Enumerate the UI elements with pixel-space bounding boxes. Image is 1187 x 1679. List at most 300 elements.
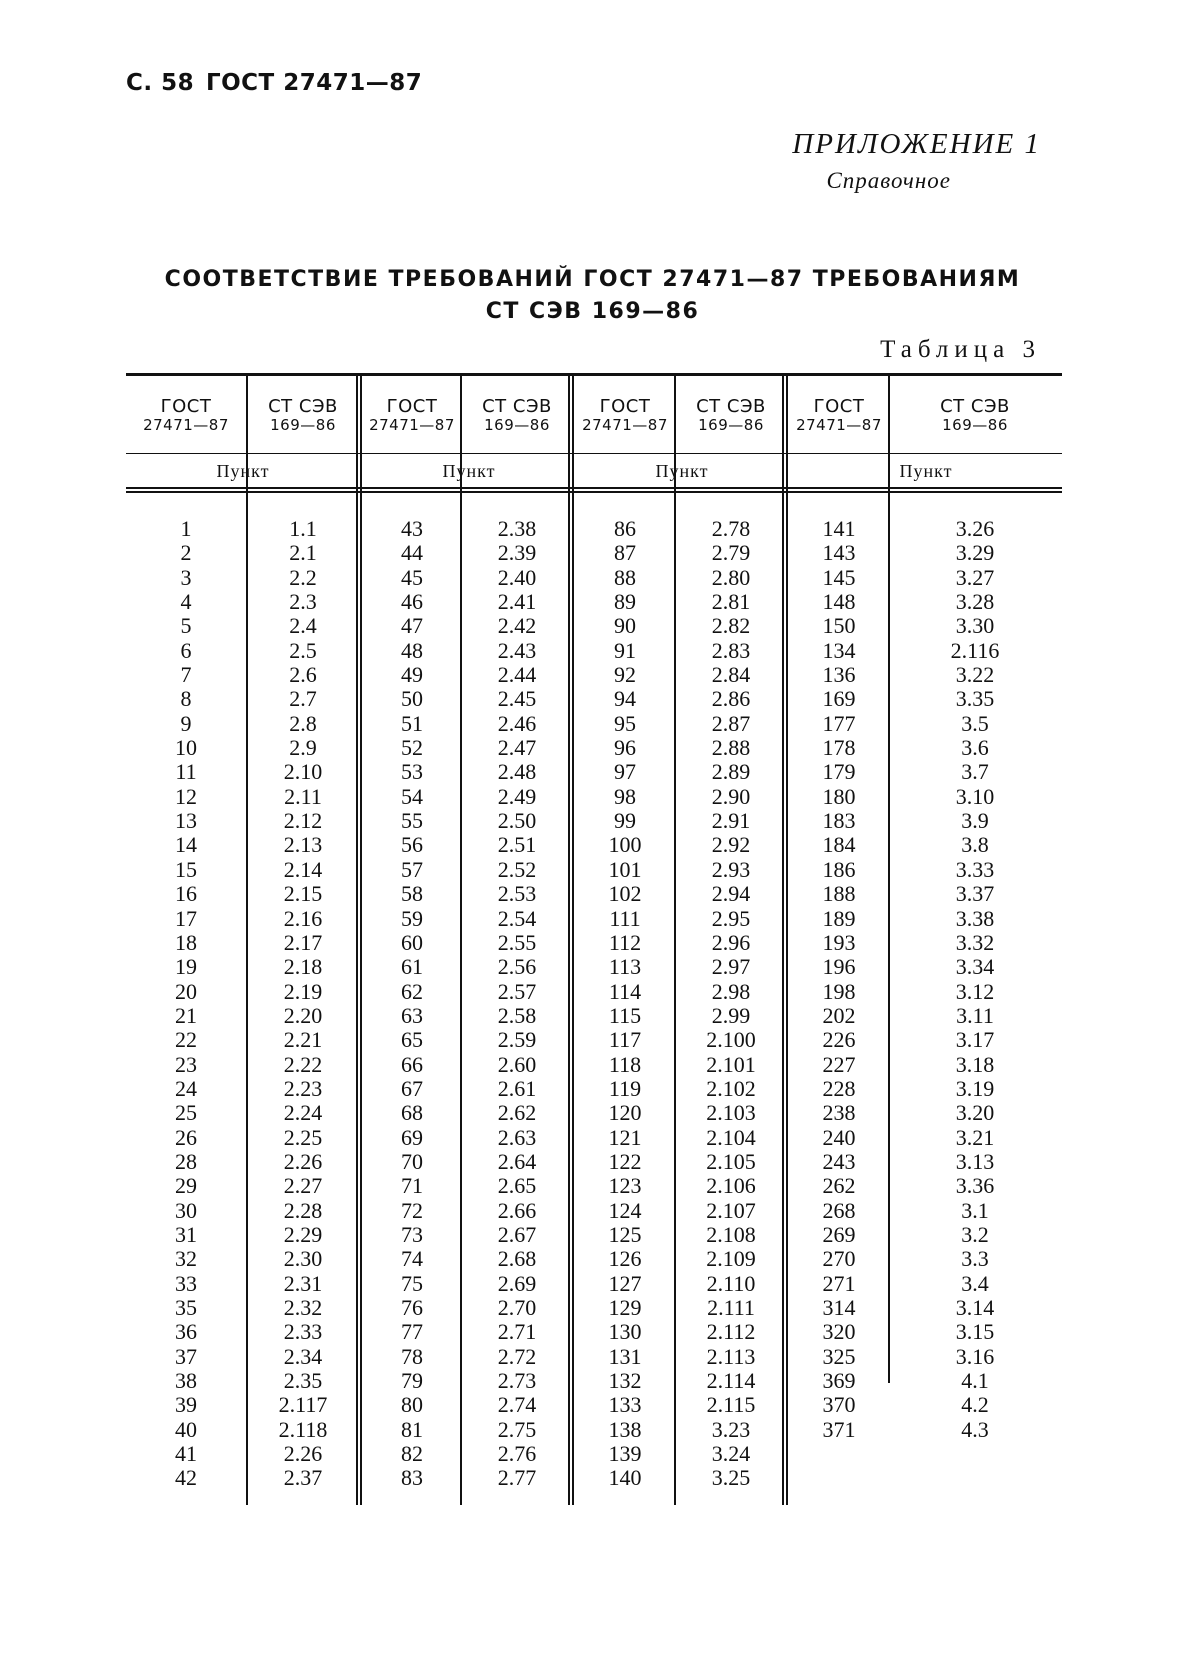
- sev-item: 2.99: [711, 1002, 751, 1028]
- correspondence-table: [126, 373, 1062, 1505]
- sev-item: 2.19: [283, 978, 323, 1004]
- table-top-rule: [126, 373, 1062, 376]
- sev-column-1: [246, 517, 360, 1491]
- gost-item: 262: [822, 1173, 856, 1199]
- sev-item: 2.67: [497, 1221, 537, 1247]
- gost-item: 119: [608, 1075, 642, 1101]
- gost-item: 67: [401, 1075, 423, 1101]
- gost-item: 118: [608, 1051, 642, 1077]
- sev-item: 2.24: [283, 1100, 323, 1126]
- sev-item: 3.20: [955, 1100, 995, 1126]
- sev-item: 3.21: [955, 1124, 995, 1150]
- gost-item: 114: [608, 978, 642, 1004]
- gost-item: 53: [401, 759, 423, 785]
- gost-item: 61: [401, 954, 423, 980]
- gost-item: 82: [401, 1441, 423, 1467]
- gost-item: 124: [608, 1197, 642, 1223]
- sev-item: 3.17: [955, 1027, 995, 1053]
- gost-item: 115: [608, 1002, 642, 1028]
- sev-item: 2.115: [706, 1392, 756, 1418]
- sev-item: 2.64: [497, 1148, 537, 1174]
- sev-item: 3.22: [955, 662, 995, 688]
- sev-item: 2.86: [711, 686, 751, 712]
- gost-item: 121: [608, 1124, 642, 1150]
- sev-item: 3.12: [955, 978, 995, 1004]
- gost-item: 30: [175, 1197, 197, 1223]
- sev-item: 2.82: [711, 613, 751, 639]
- sev-item: 2.1: [289, 540, 317, 566]
- gost-item: 78: [401, 1343, 423, 1369]
- sev-item: 3.6: [961, 735, 989, 761]
- gost-item: 179: [822, 759, 856, 785]
- sev-column-3: [674, 517, 788, 1491]
- sev-item: 2.47: [497, 735, 537, 761]
- sev-item: 3.1: [961, 1197, 989, 1223]
- sev-item: 2.37: [283, 1465, 323, 1491]
- sev-item: 2.118: [278, 1416, 328, 1442]
- sev-item: 2.72: [497, 1343, 537, 1369]
- gost-item: 95: [614, 710, 636, 736]
- gost-item: 88: [614, 564, 636, 590]
- gost-item: 90: [614, 613, 636, 639]
- sev-item: 2.113: [706, 1343, 756, 1369]
- sev-item: 2.17: [283, 929, 323, 955]
- gost-item: 177: [822, 710, 856, 736]
- sev-item: 2.32: [283, 1295, 323, 1320]
- page-number: С. 58: [126, 70, 195, 96]
- sev-item: 2.66: [497, 1197, 537, 1223]
- sev-item: 2.94: [711, 881, 751, 907]
- gost-item: 89: [614, 589, 636, 615]
- sev-item: 2.106: [706, 1173, 756, 1199]
- gost-item: 79: [401, 1368, 423, 1394]
- gost-item: 81: [401, 1416, 423, 1442]
- gost-item: 42: [175, 1465, 197, 1491]
- header-gost-number: 27471—87: [796, 416, 882, 434]
- sev-item: 2.26: [283, 1148, 323, 1174]
- gost-item: 35: [175, 1295, 197, 1320]
- sev-item: 2.12: [283, 808, 323, 834]
- header-sev-name: СТ СЭВ: [482, 396, 552, 417]
- sev-item: 2.61: [497, 1075, 537, 1101]
- gost-item: 49: [401, 662, 423, 688]
- sev-item: 2.31: [283, 1270, 323, 1296]
- header-sev-name: СТ СЭВ: [940, 396, 1010, 417]
- header-sev-name: СТ СЭВ: [268, 396, 338, 417]
- sev-item: 3.13: [955, 1148, 995, 1174]
- gost-item: 21: [175, 1002, 197, 1028]
- sev-column-2: [460, 517, 574, 1491]
- gost-item: 74: [401, 1246, 423, 1272]
- sev-item: 4.1: [961, 1368, 989, 1394]
- header-sev-2: [460, 397, 574, 435]
- gost-item: 52: [401, 735, 423, 761]
- header-gost-2: [364, 397, 460, 435]
- gost-item: 17: [175, 905, 197, 931]
- gost-item: 138: [608, 1416, 642, 1442]
- sev-item: 2.38: [497, 516, 537, 541]
- gost-item: 28: [175, 1148, 197, 1174]
- gost-item: 139: [608, 1441, 642, 1467]
- gost-item: 66: [401, 1051, 423, 1077]
- sev-item: 2.111: [707, 1295, 755, 1320]
- sev-item: 2.68: [497, 1246, 537, 1272]
- header-sev-1: [246, 397, 360, 435]
- gost-item: 19: [175, 954, 197, 980]
- gost-item: 130: [608, 1319, 642, 1345]
- gost-item: 62: [401, 978, 423, 1004]
- sev-item: 2.21: [283, 1027, 323, 1053]
- gost-item: 148: [822, 589, 856, 615]
- gost-item: 60: [401, 929, 423, 955]
- sev-item: 2.77: [497, 1465, 537, 1491]
- sev-item: 3.34: [955, 954, 995, 980]
- header-gost-number: 27471—87: [143, 416, 229, 434]
- appendix-title: ПРИЛОЖЕНИЕ 1: [792, 128, 1041, 160]
- sev-item: 4.3: [961, 1416, 989, 1442]
- sev-item: 2.58: [497, 1002, 537, 1028]
- sev-item: 2.108: [706, 1221, 756, 1247]
- gost-item: 18: [175, 929, 197, 955]
- gost-item: 188: [822, 881, 856, 907]
- sev-item: 2.95: [711, 905, 751, 931]
- gost-item: 43: [401, 516, 423, 541]
- gost-item: 228: [822, 1075, 856, 1101]
- gost-item: 32: [175, 1246, 197, 1272]
- sev-item: 2.26: [283, 1441, 323, 1467]
- document-title-line-2: СТ СЭВ 169—86: [485, 299, 700, 324]
- gost-item: 314: [822, 1295, 856, 1320]
- sev-item: 2.49: [497, 783, 537, 809]
- sev-item: 2.6: [289, 662, 317, 688]
- gost-item: 58: [401, 881, 423, 907]
- sev-item: 2.101: [706, 1051, 756, 1077]
- gost-item: 10: [175, 735, 197, 761]
- sev-item: 2.78: [711, 516, 751, 541]
- gost-item: 320: [822, 1319, 856, 1345]
- gost-item: 54: [401, 783, 423, 809]
- sev-item: 3.28: [955, 589, 995, 615]
- gost-item: 122: [608, 1148, 642, 1174]
- sev-item: 3.19: [955, 1075, 995, 1101]
- sev-item: 2.75: [497, 1416, 537, 1442]
- sev-item: 2.11: [284, 783, 322, 809]
- gost-item: 77: [401, 1319, 423, 1345]
- sev-item: 2.88: [711, 735, 751, 761]
- gost-item: 198: [822, 978, 856, 1004]
- gost-item: 6: [180, 637, 192, 663]
- gost-item: 97: [614, 759, 636, 785]
- sev-item: 2.14: [283, 856, 323, 882]
- gost-item: 196: [822, 954, 856, 980]
- sev-item: 2.70: [497, 1295, 537, 1320]
- sev-item: 2.43: [497, 637, 537, 663]
- sev-item: 3.18: [955, 1051, 995, 1077]
- sev-item: 2.7: [289, 686, 317, 712]
- sev-item: 3.36: [955, 1173, 995, 1199]
- gost-item: 369: [822, 1368, 856, 1394]
- table-header-bottom-rule-2: [126, 491, 1062, 493]
- header-gost-name: ГОСТ: [813, 396, 865, 417]
- sev-item: 2.34: [283, 1343, 323, 1369]
- document-title-line-1: СООТВЕТСТВИЕ ТРЕБОВАНИЙ ГОСТ 27471—87 ТРЕБОВАНИЯМ: [164, 267, 1021, 292]
- gost-item: 112: [608, 929, 642, 955]
- sev-item: 2.56: [497, 954, 537, 980]
- gost-item: 51: [401, 710, 423, 736]
- sev-item: 3.25: [711, 1465, 751, 1491]
- gost-item: 111: [609, 905, 641, 931]
- gost-item: 202: [822, 1002, 856, 1028]
- sev-item: 3.37: [955, 881, 995, 907]
- gost-item: 26: [175, 1124, 197, 1150]
- sev-item: 2.96: [711, 929, 751, 955]
- sev-item: 2.50: [497, 808, 537, 834]
- gost-item: 76: [401, 1295, 423, 1320]
- gost-item: 186: [822, 856, 856, 882]
- gost-item: 240: [822, 1124, 856, 1150]
- sev-item: 2.25: [283, 1124, 323, 1150]
- gost-item: 325: [822, 1343, 856, 1369]
- sev-item: 3.3: [961, 1246, 989, 1272]
- sev-item: 2.55: [497, 929, 537, 955]
- gost-item: 140: [608, 1465, 642, 1491]
- gost-item: 3: [180, 564, 192, 590]
- standard-code: ГОСТ 27471—87: [205, 70, 423, 96]
- sev-item: 3.29: [955, 540, 995, 566]
- gost-item: 23: [175, 1051, 197, 1077]
- sev-item: 3.9: [961, 808, 989, 834]
- sev-item: 2.109: [706, 1246, 756, 1272]
- sev-item: 2.33: [283, 1319, 323, 1345]
- gost-item: 102: [608, 881, 642, 907]
- sev-item: 3.11: [956, 1002, 994, 1028]
- gost-item: 59: [401, 905, 423, 931]
- gost-item: 12: [175, 783, 197, 809]
- sev-item: 2.5: [289, 637, 317, 663]
- gost-item: 50: [401, 686, 423, 712]
- sev-item: 2.73: [497, 1368, 537, 1394]
- gost-item: 183: [822, 808, 856, 834]
- sev-item: 2.60: [497, 1051, 537, 1077]
- sev-item: 2.102: [706, 1075, 756, 1101]
- header-sev-name: СТ СЭВ: [696, 396, 766, 417]
- sev-item: 4.2: [961, 1392, 989, 1418]
- sev-item: 2.80: [711, 564, 751, 590]
- sev-item: 2.97: [711, 954, 751, 980]
- gost-item: 33: [175, 1270, 197, 1296]
- gost-item: 56: [401, 832, 423, 858]
- table-header-rule: [126, 453, 1062, 454]
- gost-item: 131: [608, 1343, 642, 1369]
- gost-column-4: [790, 517, 888, 1442]
- sev-item: 2.3: [289, 589, 317, 615]
- sev-item: 2.84: [711, 662, 751, 688]
- gost-item: 4: [180, 589, 192, 615]
- sev-item: 2.71: [497, 1319, 537, 1345]
- sev-item: 2.63: [497, 1124, 537, 1150]
- header-gost-name: ГОСТ: [386, 396, 438, 417]
- header-gost-number: 27471—87: [369, 416, 455, 434]
- sev-item: 2.103: [706, 1100, 756, 1126]
- sev-item: 2.54: [497, 905, 537, 931]
- header-sev-number: 169—86: [942, 416, 1008, 434]
- gost-item: 270: [822, 1246, 856, 1272]
- subheader-punkt-4: Пункт: [899, 461, 953, 481]
- sev-item: 2.44: [497, 662, 537, 688]
- sev-item: 3.38: [955, 905, 995, 931]
- gost-item: 184: [822, 832, 856, 858]
- gost-item: 15: [175, 856, 197, 882]
- header-gost-name: ГОСТ: [599, 396, 651, 417]
- gost-item: 227: [822, 1051, 856, 1077]
- gost-item: 11: [175, 759, 197, 785]
- sev-item: 3.8: [961, 832, 989, 858]
- gost-item: 25: [175, 1100, 197, 1126]
- sev-item: 2.9: [289, 735, 317, 761]
- sev-item: 3.16: [955, 1343, 995, 1369]
- gost-item: 9: [180, 710, 192, 736]
- gost-item: 48: [401, 637, 423, 663]
- gost-item: 132: [608, 1368, 642, 1394]
- gost-item: 83: [401, 1465, 423, 1491]
- sev-item: 3.32: [955, 929, 995, 955]
- gost-item: 80: [401, 1392, 423, 1418]
- gost-column-2: [364, 517, 460, 1491]
- gost-item: 125: [608, 1221, 642, 1247]
- sev-item: 2.8: [289, 710, 317, 736]
- sev-item: 2.20: [283, 1002, 323, 1028]
- gost-item: 36: [175, 1319, 197, 1345]
- gost-item: 101: [608, 856, 642, 882]
- sev-item: 2.2: [289, 564, 317, 590]
- subheader-punkt-1: Пункт: [216, 461, 270, 481]
- header-sev-number: 169—86: [270, 416, 336, 434]
- gost-item: 371: [822, 1416, 856, 1442]
- sev-item: 2.76: [497, 1441, 537, 1467]
- header-gost-4: [790, 397, 888, 435]
- sev-item: 2.16: [283, 905, 323, 931]
- sev-item: 2.65: [497, 1173, 537, 1199]
- gost-item: 98: [614, 783, 636, 809]
- gost-item: 31: [175, 1221, 197, 1247]
- header-gost-3: [576, 397, 674, 435]
- sev-item: 3.33: [955, 856, 995, 882]
- table-header-bottom-rule: [126, 487, 1062, 489]
- sev-item: 2.10: [283, 759, 323, 785]
- gost-item: 37: [175, 1343, 197, 1369]
- gost-item: 126: [608, 1246, 642, 1272]
- subheader-punkt-3: Пункт: [655, 461, 709, 481]
- sev-item: 2.40: [497, 564, 537, 590]
- gost-item: 29: [175, 1173, 197, 1199]
- gost-item: 14: [175, 832, 197, 858]
- header-gost-number: 27471—87: [582, 416, 668, 434]
- sev-item: 3.23: [711, 1416, 751, 1442]
- gost-item: 92: [614, 662, 636, 688]
- sev-item: 2.13: [283, 832, 323, 858]
- gost-item: 133: [608, 1392, 642, 1418]
- gost-item: 87: [614, 540, 636, 566]
- sev-item: 2.74: [497, 1392, 537, 1418]
- sev-item: 3.35: [955, 686, 995, 712]
- sev-item: 2.18: [283, 954, 323, 980]
- sev-item: 2.83: [711, 637, 751, 663]
- gost-item: 268: [822, 1197, 856, 1223]
- gost-item: 145: [822, 564, 856, 590]
- gost-item: 16: [175, 881, 197, 907]
- gost-item: 86: [614, 516, 636, 541]
- table-label: Таблица 3: [880, 336, 1041, 363]
- gost-item: 117: [608, 1027, 642, 1053]
- sev-item: 3.26: [955, 516, 995, 541]
- sev-item: 2.52: [497, 856, 537, 882]
- header-sev-3: [674, 397, 788, 435]
- sev-item: 2.104: [706, 1124, 756, 1150]
- gost-item: 55: [401, 808, 423, 834]
- sev-item: 2.23: [283, 1075, 323, 1101]
- sev-item: 3.2: [961, 1221, 989, 1247]
- sev-item: 2.28: [283, 1197, 323, 1223]
- gost-item: 127: [608, 1270, 642, 1296]
- gost-item: 136: [822, 662, 856, 688]
- sev-item: 2.22: [283, 1051, 323, 1077]
- sev-item: 3.30: [955, 613, 995, 639]
- sev-item: 2.29: [283, 1221, 323, 1247]
- sev-item: 3.27: [955, 564, 995, 590]
- sev-item: 2.92: [711, 832, 751, 858]
- gost-item: 169: [822, 686, 856, 712]
- sev-item: 3.7: [961, 759, 989, 785]
- gost-item: 141: [822, 516, 856, 541]
- sev-item: 2.46: [497, 710, 537, 736]
- sev-item: 1.1: [289, 516, 317, 541]
- sev-item: 3.14: [955, 1295, 995, 1320]
- gost-item: 94: [614, 686, 636, 712]
- gost-item: 243: [822, 1148, 856, 1174]
- sev-item: 2.39: [497, 540, 537, 566]
- gost-item: 143: [822, 540, 856, 566]
- header-gost-1: [126, 397, 246, 435]
- gost-item: 13: [175, 808, 197, 834]
- gost-item: 39: [175, 1392, 197, 1418]
- gost-item: 73: [401, 1221, 423, 1247]
- gost-item: 41: [175, 1441, 197, 1467]
- sev-item: 2.112: [706, 1319, 756, 1345]
- gost-item: 189: [822, 905, 856, 931]
- sev-item: 2.42: [497, 613, 537, 639]
- sev-item: 2.91: [711, 808, 751, 834]
- sev-item: 2.117: [278, 1392, 328, 1418]
- gost-item: 44: [401, 540, 423, 566]
- gost-item: 8: [180, 686, 192, 712]
- gost-item: 178: [822, 735, 856, 761]
- gost-item: 68: [401, 1100, 423, 1126]
- gost-item: 22: [175, 1027, 197, 1053]
- sev-item: 2.62: [497, 1100, 537, 1126]
- gost-item: 65: [401, 1027, 423, 1053]
- gost-item: 5: [180, 613, 192, 639]
- sev-item: 3.4: [961, 1270, 989, 1296]
- header-sev-number: 169—86: [698, 416, 764, 434]
- gost-item: 150: [822, 613, 856, 639]
- block-divider-1-2: [360, 373, 362, 1505]
- sev-item: 2.69: [497, 1270, 537, 1296]
- gost-item: 91: [614, 637, 636, 663]
- gost-item: 71: [401, 1173, 423, 1199]
- gost-item: 238: [822, 1100, 856, 1126]
- gost-item: 99: [614, 808, 636, 834]
- gost-item: 70: [401, 1148, 423, 1174]
